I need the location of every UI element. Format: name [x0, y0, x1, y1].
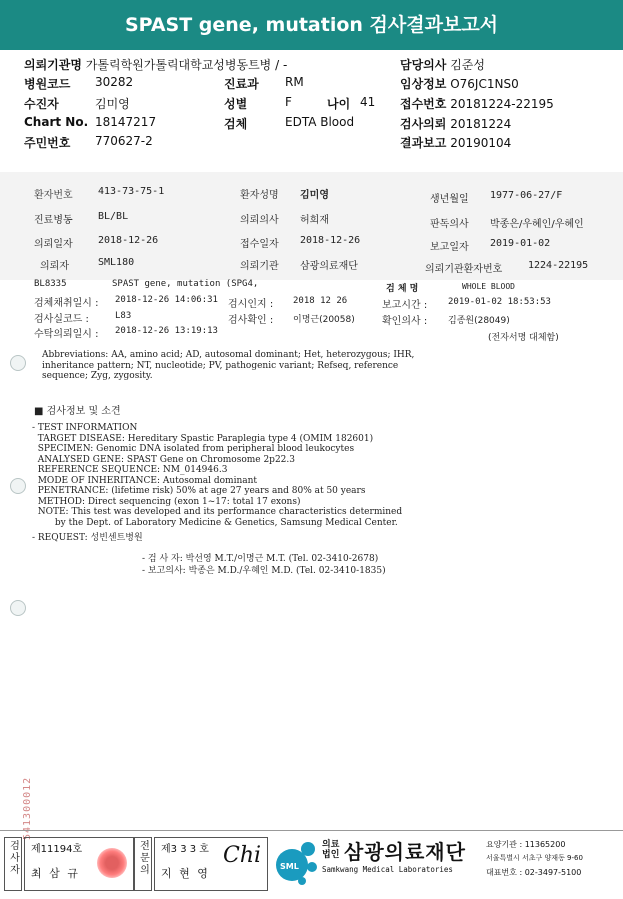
report-date: 결과보고 20190104	[400, 136, 512, 150]
specialist-label-box: 전문의	[134, 837, 152, 891]
logo-prefix: 의료 법인	[322, 840, 340, 860]
reading-doctor: 박종은/우혜인/우혜인	[490, 219, 584, 230]
patient-name-label: 수진자	[24, 97, 59, 111]
report-time: 2019-01-02 18:53:53	[448, 297, 551, 307]
patient-name-2: 김미영	[300, 190, 329, 201]
acceptance-date: 2018 12 26	[293, 296, 348, 306]
order-date: 2018-12-26	[98, 235, 159, 246]
ward-label: 진료병동	[34, 215, 73, 226]
reading-doctor-label: 판독의사	[430, 219, 469, 230]
test-name: SPAST gene, mutation (SPG4,	[112, 279, 259, 289]
order-date-label: 의뢰일자	[34, 239, 73, 250]
department-label: 진료과	[224, 77, 259, 91]
collection-time-label: 검체채취일시 :	[34, 298, 99, 309]
examiner-name: 최 삼 규	[31, 867, 80, 880]
info-row-1: 환자번호	[34, 190, 73, 201]
requesting-institution: 삼광의료재단	[300, 261, 358, 272]
lab-code-label: 검사실코드 :	[34, 314, 89, 325]
requesting-institution-label: 의뢰기관	[240, 261, 279, 272]
sex-label: 성별	[224, 97, 248, 111]
barcode-number: 541300012	[22, 776, 33, 840]
specialist-license-no: 제3 3 3 호	[161, 844, 209, 855]
receipt-date-label: 접수일자	[240, 239, 279, 250]
report-date-2: 2019-01-02	[490, 238, 551, 249]
specimen-value: EDTA Blood	[285, 115, 355, 129]
institution-patient-no: 1224-22195	[528, 260, 589, 271]
collection-time: 2018-12-26 14:06:31	[115, 295, 218, 305]
header-row-hospital-code: 병원코드	[24, 77, 71, 91]
sex-value: F	[285, 95, 292, 109]
footer	[0, 830, 623, 899]
examiner-info: - 검 사 자: 박선영 M.T./이명근 M.T. (Tel. 02-3410-2678)	[142, 554, 379, 564]
abbreviations-text: Abbreviations: AA, amino acid; AD, autosomal dominant; Het, heterozygous; IHR, inheritance pattern; NT, nucleotide; PV, pathogenic variant; Refseq, reference sequence; Zyg, zygosity.	[42, 350, 415, 381]
institution-patient-no-label: 의뢰기관환자번호	[425, 264, 503, 275]
e-signature-note: (전자서명 대체함)	[488, 333, 559, 343]
birth-date-label: 생년월일	[430, 194, 469, 205]
confirm-doctor-label: 확인의사 :	[382, 316, 428, 327]
ordering-doctor: 허희재	[300, 215, 329, 226]
section-title: ■ 검사정보 및 소견	[34, 406, 121, 417]
ward: BL/BL	[98, 211, 129, 222]
test-code: BL8335	[34, 279, 67, 289]
age-label: 나이	[327, 97, 351, 111]
age-value: 41	[360, 95, 376, 109]
binder-hole	[10, 355, 26, 371]
receipt-date: 2018-12-26	[300, 235, 361, 246]
hospital-code-value: 30282	[95, 75, 134, 89]
request-info: - REQUEST: 성빈센트병원	[32, 533, 143, 543]
specimen-name: WHOLE BLOOD	[462, 282, 515, 291]
department-value: RM	[285, 75, 304, 89]
patient-number: 413-73-75-1	[98, 186, 165, 197]
examiner-license-box	[24, 837, 134, 891]
chart-no-label: Chart No.	[24, 115, 89, 129]
reporter-info: - 보고의사: 박종은 M.D./우혜인 M.D. (Tel. 02-3410-1835)	[142, 566, 386, 576]
consign-time-label: 수탁의뢰일시 :	[34, 329, 99, 340]
specimen-name-label: 검 체 명	[386, 284, 419, 294]
institution-code: 요양기관 : 11365200	[486, 840, 566, 849]
confirm-label: 검사확인 :	[228, 315, 274, 326]
report-title: SPAST gene, mutation 검사결과보고서	[0, 0, 623, 50]
examiner-label-box: 검사자	[4, 837, 22, 891]
address: 서울특별시 서초구 양재동 9-60	[486, 854, 583, 862]
requester-label: 의뢰자	[40, 261, 69, 272]
examiner-license-no: 제11194호	[31, 844, 83, 855]
specialist-name: 지 현 영	[161, 867, 210, 880]
chart-no-value: 18147217	[95, 115, 157, 129]
clinical-info: 임상정보 O76JC1NS0	[400, 77, 519, 91]
consign-time: 2018-12-26 13:19:13	[115, 326, 218, 336]
logo-english-name: Samkwang Medical Laboratories	[322, 865, 453, 874]
signature: Chi	[223, 843, 262, 868]
report-time-label: 보고시간 :	[382, 300, 428, 311]
logo-badge-text: SML	[280, 862, 299, 871]
confirm-doctor: 김종원(28049)	[448, 316, 510, 326]
request-date: 검사의뢰 20181224	[400, 117, 512, 131]
binder-hole	[10, 600, 26, 616]
birth-date: 1977-06-27/F	[490, 190, 563, 201]
specimen-label: 검체	[224, 117, 248, 131]
resident-no-value: 770627-2	[95, 134, 153, 148]
specialist-license-box	[154, 837, 268, 891]
attending-doctor: 담당의사 김준성	[400, 58, 485, 72]
ordering-doctor-label: 의뢰의사	[240, 215, 279, 226]
patient-name-label-2: 환자성명	[240, 190, 279, 201]
acceptance-label: 검시인지 :	[228, 299, 274, 310]
logo-name: 삼광의료재단	[344, 840, 466, 864]
seal-stamp	[97, 848, 127, 878]
accession-number: 접수번호 20181224-22195	[400, 97, 554, 111]
resident-no-label: 주민번호	[24, 136, 71, 150]
report-date-label-2: 보고일자	[430, 242, 469, 253]
binder-hole	[10, 478, 26, 494]
header-row-institution: 의뢰기관명 가톨릭학원가톨릭대학교성병동트병 / -	[24, 58, 288, 72]
lab-code: L83	[115, 311, 132, 321]
confirmer: 이명근(20058)	[293, 315, 355, 325]
patient-name-value: 김미영	[95, 97, 130, 111]
test-information: - TEST INFORMATION TARGET DISEASE: Hereditary Spastic Paraplegia type 4 (OMIM 182601) SPECIMEN: Genomic DNA isolated from peripheral blood leukocytes ANALYSED GENE: SPAST Gene on Chromosome 2p22.3 REFERENCE SEQUENCE: NM_014946.3 MODE OF INHERITANCE: Autosomal dominant PENETRANCE: (lifetime risk) 50% at age 27 years and 80% at 50 years METHOD: Direct sequencing (exon 1~17: total 17 exons) NOTE: This test was developed and its performance characteristics determined by the Dept. of Laboratory Medicine & Genetics, Samsung Medical Center.	[32, 423, 403, 528]
requester: SML180	[98, 257, 135, 268]
phone-number: 대표번호 : 02-3497-5100	[486, 868, 582, 877]
